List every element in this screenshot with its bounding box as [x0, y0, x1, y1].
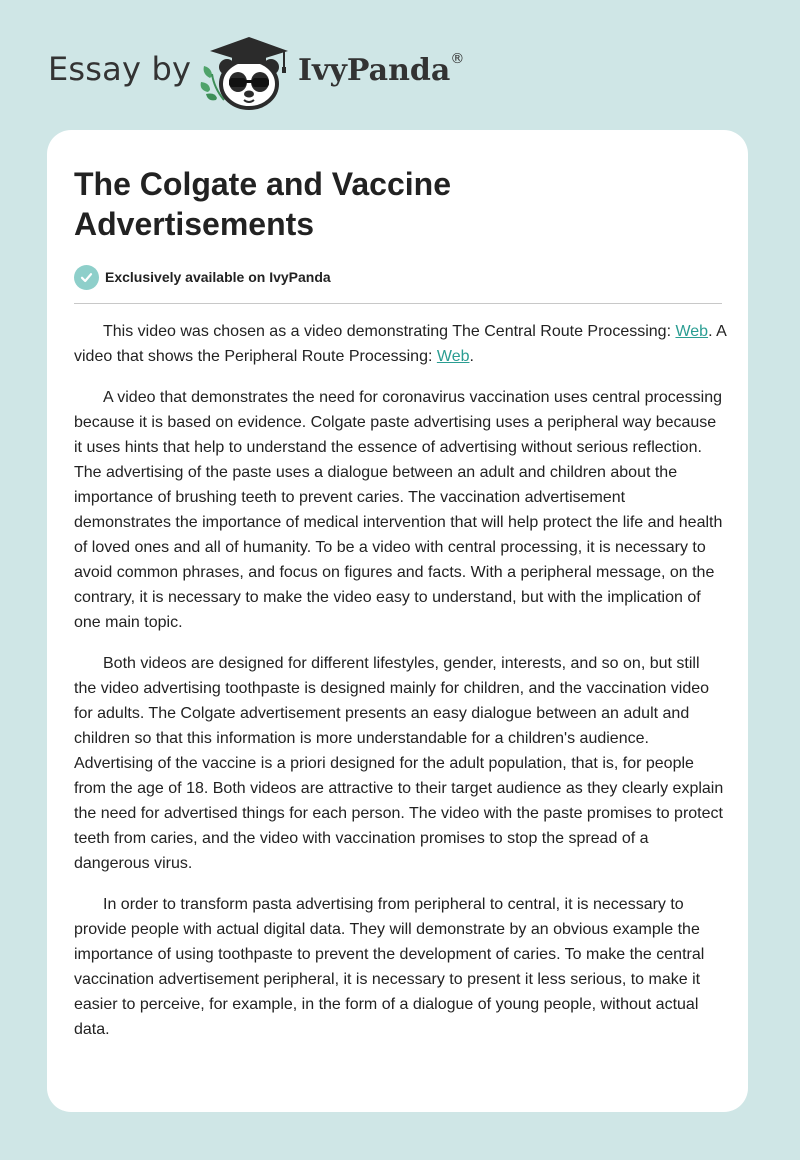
paragraph: [74, 319, 726, 369]
essay-title: The Colgate and Vaccine Advertisements: [74, 166, 451, 242]
paragraph-text: This video was chosen as a video demonstrating The Central Route Processing:: [103, 323, 676, 340]
paragraph: In order to transform pasta advertising from peripheral to central, it is necessary to provide people with actual digital data. They will demonstrate by an obvious example the importance of using toothpaste to prevent the development of caries. To make the central vaccination advertisement peripheral, it is necessary to present it less serious, to make it easier to perceive, for example, in the form of a dialogue of young people, without actual data.: [74, 896, 705, 1038]
brand-logotype[interactable]: [298, 53, 464, 88]
panda-graduate-icon[interactable]: [200, 34, 292, 110]
essay-card: [47, 130, 748, 1112]
paragraph: A video that demonstrates the need for coronavirus vaccination uses central processing because it is based on evidence. Colgate paste advertising uses a peripheral way because it uses hints that help to understand the essence of advertising without serious reflection. The advertising of the paste uses a dialogue between an adult and children about the importance of brushing teeth to prevent caries. The vaccination advertisement demonstrates the importance of medical intervention that will help protect the life and health of loved ones and all of humanity. To be a video with central processing, it is necessary to avoid common phrases, and focus on figures and facts. With a peripheral message, on the contrary, it is necessary to make the video easy to understand, but with the implication of one main topic.: [74, 389, 723, 631]
badge-text: Exclusively available on IvyPanda: [105, 269, 331, 285]
site-header: [0, 0, 800, 120]
exclusive-badge: [74, 264, 331, 290]
web-link-central[interactable]: Web: [675, 323, 709, 340]
divider: [74, 303, 722, 304]
web-link-peripheral[interactable]: Web: [436, 348, 470, 365]
brand-name: IvyPanda: [298, 53, 451, 88]
paragraph: Both videos are designed for different lifestyles, gender, interests, and so on, but still the video advertising toothpaste is designed mainly for children, and the vaccination video for adults. The Colgate advertisement presents an easy dialogue between an adult and children so that this information is more understandable for a children's audience. Advertising of the vaccine is a priori designed for the adult population, that is, for people from the age of 18. Both videos are attractive to their target audience as they clearly explain the need for advertised things for each person. The video with the paste promises to protect teeth from caries, and the video with vaccination promises to stop the spread of a dangerous virus.: [74, 655, 724, 872]
essay-body: [74, 319, 726, 1058]
essay-by-label: Essay by: [48, 50, 192, 88]
check-icon: [74, 265, 99, 290]
paragraph-text: .: [469, 348, 474, 365]
registered-mark: ®: [450, 51, 465, 67]
paragraph-text: . A video that shows the Peripheral Route Processing:: [74, 323, 726, 365]
